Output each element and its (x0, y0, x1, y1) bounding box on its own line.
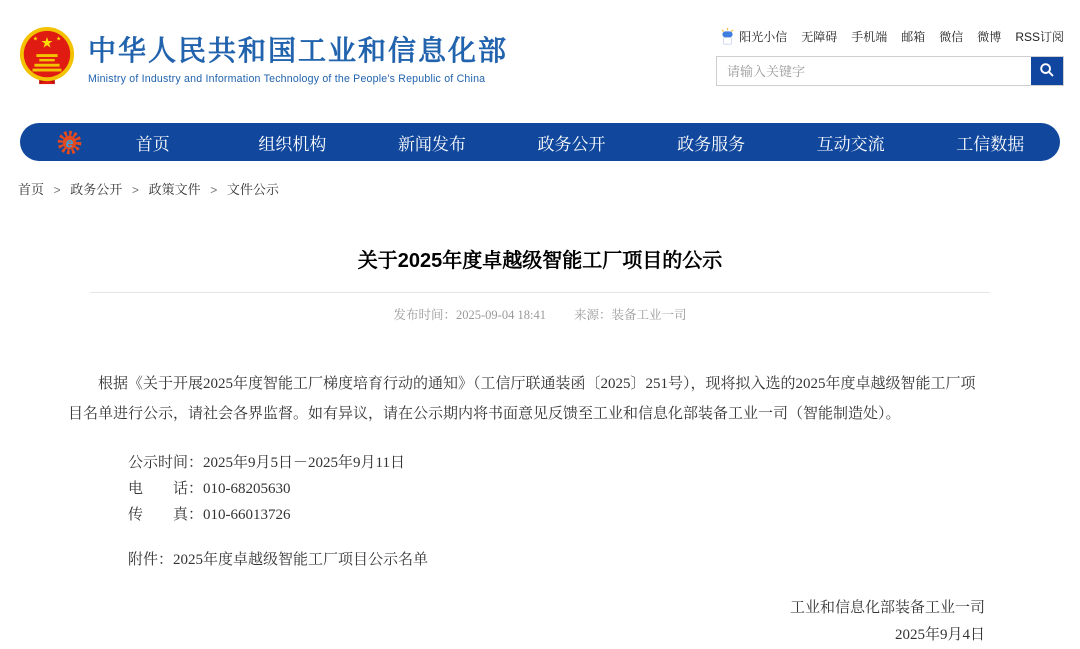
signature-block (0, 595, 985, 649)
article-title: 关于2025年度卓越级智能工厂项目的公示 (357, 250, 723, 272)
nav-item-home[interactable]: 首页 (135, 134, 170, 154)
breadcrumb-separator: > (131, 183, 139, 197)
site-header (0, 0, 1080, 123)
svg-text:e: e (65, 134, 74, 150)
phone-line: 电 话：010-68205630 (128, 481, 291, 497)
attachment-label: 附件： (128, 552, 174, 568)
breadcrumb (18, 179, 1080, 198)
svg-text:★: ★ (32, 36, 39, 43)
miit-gear-icon (56, 129, 83, 156)
quick-link-label: 阳光小信 (739, 30, 788, 44)
article-paragraph: 根据《关于开展2025年度智能工厂梯度培育行动的通知》（工信厅联通装函〔2025〕251号），现将拟入选的2025年度卓越级智能工厂项目名单进行公示，请社会各界监督。如有异议，请在公示期内将书面意见反馈至工业和信息化部装备工业一司（智能制造处）。 (68, 376, 976, 422)
search-button[interactable] (1031, 57, 1063, 85)
article-meta (0, 305, 1080, 323)
article (0, 244, 1080, 649)
quick-link-wechat[interactable]: 微信 (939, 30, 964, 44)
quick-links (716, 28, 1064, 45)
nav-item-organization[interactable]: 组织机构 (258, 134, 327, 154)
quick-link-weibo[interactable]: 微博 (977, 30, 1002, 44)
site-title: 中华人民共和国工业和信息化部 (88, 35, 509, 66)
quick-link-mail[interactable]: 邮箱 (901, 30, 926, 44)
quick-link-rss[interactable]: RSS订阅 (1015, 30, 1064, 44)
attachment-link[interactable]: 2025年度卓越级智能工厂项目公示名单 (173, 552, 429, 568)
quick-link-mobile[interactable]: 手机端 (851, 30, 888, 44)
svg-text:★: ★ (40, 35, 54, 52)
site-subtitle: Ministry of Industry and Information Technology of the People's Republic of China (88, 73, 486, 85)
quick-link-sunshine[interactable] (720, 28, 787, 45)
nav-item-gov-info[interactable]: 政务公开 (537, 134, 606, 154)
signature-date: 2025年9月4日 (894, 627, 985, 643)
search-bar (716, 56, 1064, 86)
info-lines (128, 450, 985, 528)
attachment-line (128, 548, 985, 569)
publicity-period-line: 公示时间：2025年9月5日－2025年9月11日 (128, 455, 405, 471)
quick-link-accessibility[interactable]: 无障碍 (801, 30, 838, 44)
search-input[interactable] (717, 57, 1031, 85)
publish-time: 2025-09-04 18:41 (456, 308, 546, 322)
svg-text:★: ★ (55, 36, 62, 43)
publish-time-label: 发布时间： (393, 308, 457, 322)
breadcrumb-separator: > (53, 183, 61, 197)
breadcrumb-gov-info[interactable]: 政务公开 (70, 182, 123, 197)
nav-item-news[interactable]: 新闻发布 (397, 134, 466, 154)
brand-text (88, 29, 508, 85)
national-emblem-logo (18, 26, 76, 88)
breadcrumb-separator: > (210, 183, 218, 197)
breadcrumb-policy-docs[interactable]: 政策文件 (148, 182, 201, 197)
search-icon (1039, 62, 1055, 81)
source-label: 来源： (573, 308, 612, 322)
title-divider (90, 292, 990, 293)
site-brand[interactable] (18, 26, 508, 88)
nav-item-interaction[interactable]: 互动交流 (816, 134, 885, 154)
breadcrumb-home[interactable]: 首页 (18, 182, 45, 197)
breadcrumb-doc-publicity[interactable]: 文件公示 (226, 182, 279, 197)
header-right (716, 28, 1064, 86)
nav-item-data[interactable]: 工信数据 (956, 134, 1025, 154)
signature-org: 工业和信息化部装备工业一司 (789, 600, 985, 616)
nav-item-gov-service[interactable]: 政务服务 (677, 134, 746, 154)
source-value: 装备工业一司 (611, 308, 687, 322)
main-nav (20, 123, 1060, 161)
mascot-icon (720, 28, 735, 45)
fax-line: 传 真：010-66013726 (128, 507, 291, 523)
